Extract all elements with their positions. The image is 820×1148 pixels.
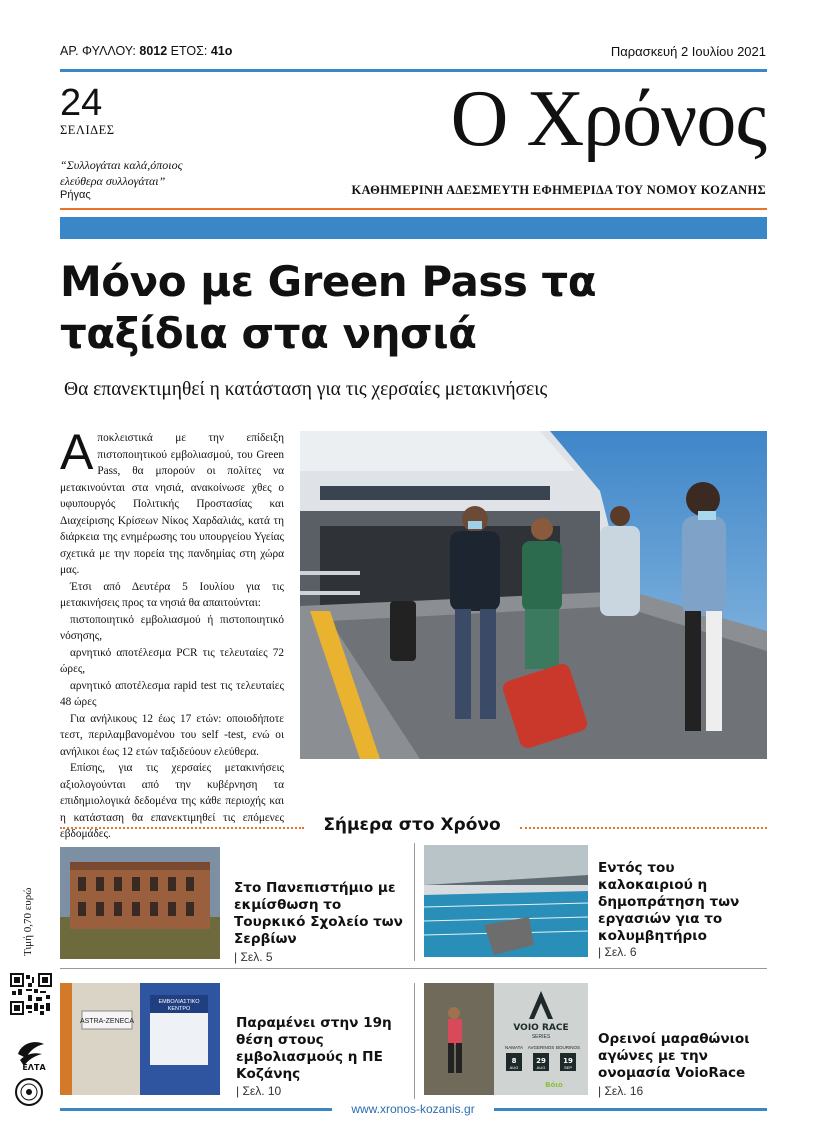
voiorace-poster-photo bbox=[424, 983, 588, 1095]
race-date-day: 29 bbox=[536, 1057, 546, 1065]
publication-date: Παρασκευή 2 Ιουλίου 2021 bbox=[610, 44, 766, 59]
race-event-name: BOURINOS bbox=[555, 1045, 581, 1050]
website-link[interactable]: www.xronos-kozanis.gr bbox=[351, 1102, 475, 1116]
issue-info: ΑΡ. ΦΥΛΛΟΥ: 8012 ΕΤΟΣ: 41ο bbox=[60, 44, 233, 58]
pages-label: ΣΕΛΙΔΕΣ bbox=[60, 123, 115, 137]
section-horizontal-divider bbox=[60, 968, 767, 969]
story-page-16: | Σελ. 16 bbox=[598, 1084, 644, 1098]
ferry-passengers-photo bbox=[300, 431, 767, 759]
main-subheadline: Θα επανεκτιμηθεί η κατάσταση για τις χερσαίες μετακινήσεις bbox=[64, 379, 548, 400]
vaccination-sign-line2: ΚΕΝΤΡΟ bbox=[167, 1006, 191, 1012]
svg-text:ΕΛΤΑ: ΕΛΤΑ bbox=[22, 1063, 46, 1072]
card-divider bbox=[414, 843, 415, 961]
postal-stamp-icon bbox=[14, 1077, 44, 1107]
story-page-6: | Σελ. 6 bbox=[598, 945, 637, 959]
story-page-5: | Σελ. 5 bbox=[234, 950, 273, 964]
article-body: Αποκλειστικά με την επίδειξη πιστοποιητικού εμβολιασμού, του Green Pass, θα μπορούν οι πολίτες να μετακινούνται στα νησιά, ανακοίνωσε χθες ο υφυπουργός Πολιτικής Προστασίας και Διαχείρισης Κρίσεων Νίκος Χαρδαλιάς, κατά τη διάρκεια της ενημέρωσης του υπουργείου Υγείας σχετικά με την πορεία της πανδημίας στη χώρα μας. Έτσι από Δευτέρα 5 Ιουλίου για τις μετακινήσεις προς τα νησιά θα απαιτούνται: πιστοποιητικό εμβολιασμού ή πιστοποιητικό νόσησης, αρνητικό αποτέλεσμα PCR τις τελευταίες 72 ώρες, αρνητικό αποτέλεσμα rapid test τις τελευταίες 48 ώρες Για ανήλικους 12 έως 17 ετών: οποιοδήποτε τεστ, περιλαμβανομένου του self -test, ενώ οι ανήλικοι έως 12 ετών ταξιδεύουν ελεύθερα. Επίσης, για τις χερσαίες μετακινήσεις αξιολογούνται από την κυβέρνηση τα επιδημιολογικά δεδομένα της κάθε περιοχής και η κατάσταση θα επανεκτιμηθεί τις επόμενες εβδομάδες. bbox=[60, 424, 284, 840]
ferry-photo-illustration bbox=[300, 431, 767, 759]
section-title: Σήμερα στο Χρόνο bbox=[323, 815, 501, 835]
tagline: ΚΑΘΗΜΕΡΙΝΗ ΑΔΕΣΜΕΥΤΗ ΕΦΗΜΕΡΙΔΑ ΤΟΥ ΝΟΜΟΥ ΚΟΖΑΝΗΣ bbox=[351, 183, 766, 197]
section-divider-right bbox=[520, 827, 767, 829]
vaccination-center-photo bbox=[60, 983, 220, 1095]
section-divider-left bbox=[60, 827, 304, 829]
issue-number: 8012 bbox=[139, 44, 168, 58]
race-date-day: 8 bbox=[511, 1057, 517, 1065]
blue-banner-bar bbox=[60, 217, 767, 239]
story-title-pool-tender[interactable]: Εντός του καλοκαιριού η δημοπράτηση των εργασιών για το κολυμβητήριο bbox=[598, 860, 740, 944]
swimming-pool-photo bbox=[424, 845, 588, 957]
astra-zeneca-sign-text: ASTRA-ZENECA bbox=[79, 1018, 135, 1025]
top-blue-rule bbox=[60, 69, 767, 72]
story-title-university-school[interactable]: Στο Πανεπιστήμιο με εκμίσθωση το Τουρκικό Σχολείο των Σερβίων bbox=[234, 880, 403, 947]
elta-logo-icon bbox=[14, 1036, 48, 1072]
voiorace-series-text: SERIES bbox=[531, 1034, 551, 1040]
masthead: Ο Χρόνος bbox=[450, 75, 766, 163]
race-event-name: AVGERINOS bbox=[527, 1045, 555, 1050]
main-headline: Μόνο με Green Pass τα ταξίδια στα νησιά bbox=[60, 257, 597, 358]
school-building-photo bbox=[60, 847, 220, 959]
story-title-vaccination-rank[interactable]: Παραμένει στην 19η θέση στους εμβολιασμούς η ΠΕ Κοζάνης bbox=[236, 1015, 392, 1082]
story-title-voiorace[interactable]: Ορεινοί μαραθώνιοι αγώνες με την ονομασία VoioRace bbox=[598, 1031, 750, 1081]
vaccination-sign-line1: ΕΜΒΟΛΙΑΣΤΙΚΟ bbox=[158, 999, 200, 1005]
story-page-10: | Σελ. 10 bbox=[236, 1084, 282, 1098]
footer-rule-left bbox=[60, 1108, 332, 1111]
year-number: 41ο bbox=[210, 44, 233, 58]
race-date-month: AUG bbox=[509, 1065, 519, 1070]
race-date-day: 19 bbox=[563, 1057, 573, 1065]
motto-author: Ρήγας bbox=[60, 189, 91, 201]
race-event-name: NAMATA bbox=[504, 1045, 524, 1050]
pages-count: 24 bbox=[60, 82, 103, 124]
race-date-month: SEP bbox=[563, 1065, 573, 1070]
motto-quote: “Συλλογάται καλά,όποιος ελεύθερα συλλογάται” bbox=[60, 158, 183, 188]
dropcap: Α bbox=[60, 424, 94, 480]
qr-code-icon[interactable] bbox=[10, 973, 52, 1015]
race-date-month: AUG bbox=[536, 1065, 546, 1070]
price-vertical: Τιμή 0,70 ευρώ bbox=[22, 887, 34, 956]
card-divider-bottom bbox=[414, 983, 415, 1099]
race-place-text: Βόιο bbox=[545, 1081, 563, 1089]
orange-rule bbox=[60, 208, 767, 210]
footer-rule-right bbox=[494, 1108, 767, 1111]
voiorace-logo-text: VOIO RACE bbox=[513, 1023, 569, 1033]
